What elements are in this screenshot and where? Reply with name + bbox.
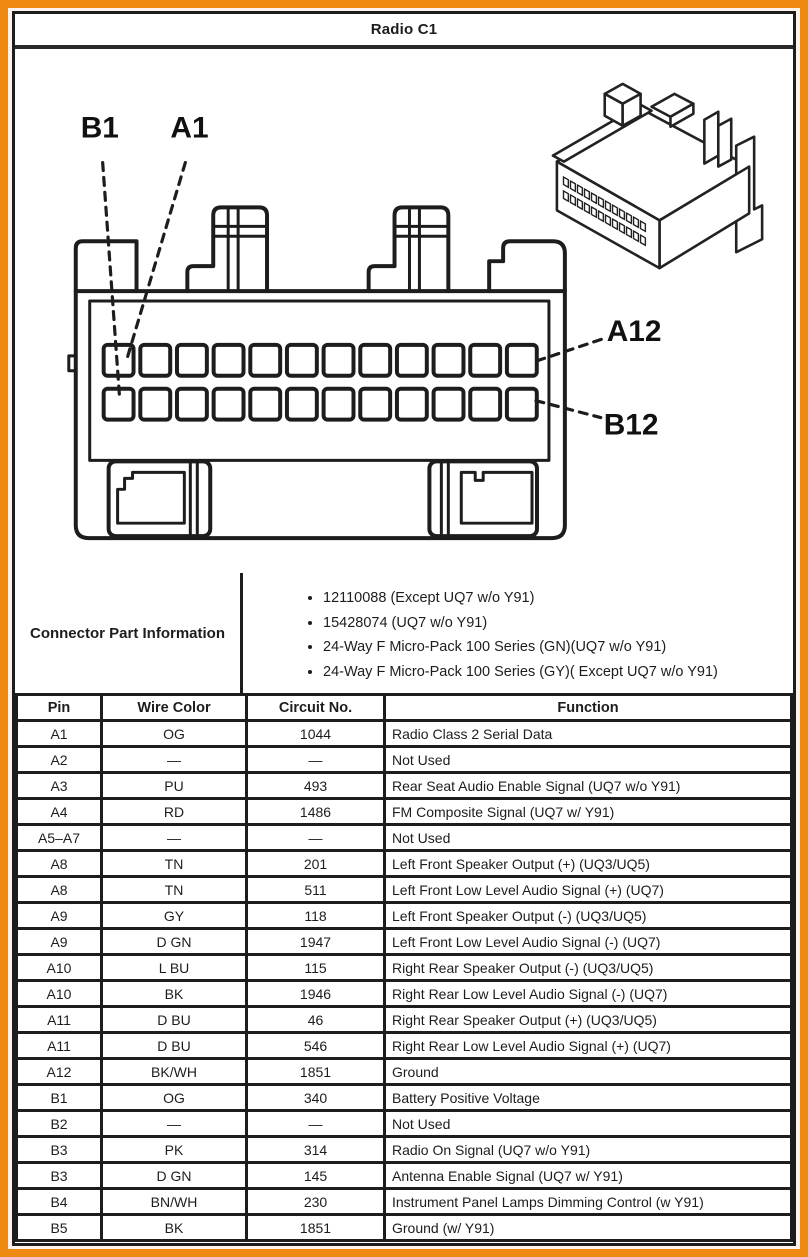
table-row bbox=[17, 1111, 792, 1137]
function-cell: Left Front Low Level Audio Signal (+) (UQ7) bbox=[385, 877, 792, 903]
wire-color-cell: PU bbox=[102, 773, 247, 799]
wire-color-cell: — bbox=[102, 1111, 247, 1137]
terminal-cavity bbox=[287, 389, 317, 420]
table-row bbox=[17, 773, 792, 799]
circuit-no-cell: 1851 bbox=[247, 1059, 385, 1085]
circuit-no-cell: 1486 bbox=[247, 799, 385, 825]
function-cell: Not Used bbox=[385, 1111, 792, 1137]
function-cell: FM Composite Signal (UQ7 w/ Y91) bbox=[385, 799, 792, 825]
function-cell: Right Rear Speaker Output (+) (UQ3/UQ5) bbox=[385, 1007, 792, 1033]
wire-color-cell: OG bbox=[102, 721, 247, 747]
pin-cell: A10 bbox=[17, 981, 102, 1007]
terminal-cavity bbox=[140, 345, 170, 376]
part-info-item: • 12110088 (Except UQ7 w/o Y91) bbox=[323, 589, 785, 609]
pin-cell: A8 bbox=[17, 851, 102, 877]
wire-color-cell: BK bbox=[102, 981, 247, 1007]
circuit-no-cell: 546 bbox=[247, 1033, 385, 1059]
connector-left-shoulder bbox=[76, 241, 137, 291]
table-row bbox=[17, 825, 792, 851]
pin-table-body bbox=[17, 721, 792, 1241]
function-cell: Right Rear Low Level Audio Signal (+) (UQ7) bbox=[385, 1033, 792, 1059]
pin-cell: B4 bbox=[17, 1189, 102, 1215]
wire-color-cell: L BU bbox=[102, 955, 247, 981]
circuit-no-cell: 493 bbox=[247, 773, 385, 799]
part-info-list bbox=[243, 573, 793, 682]
table-row bbox=[17, 747, 792, 773]
connector-right-tab bbox=[489, 241, 565, 291]
pinout-header-row bbox=[17, 695, 792, 721]
label-a1: A1 bbox=[170, 111, 209, 145]
function-cell: Left Front Speaker Output (-) (UQ3/UQ5) bbox=[385, 903, 792, 929]
pin-cell: B1 bbox=[17, 1085, 102, 1111]
terminal-cavity bbox=[214, 345, 244, 376]
pin-cell: A10 bbox=[17, 955, 102, 981]
function-cell: Right Rear Speaker Output (-) (UQ3/UQ5) bbox=[385, 955, 792, 981]
wire-color-cell: TN bbox=[102, 851, 247, 877]
table-row bbox=[17, 929, 792, 955]
latch-tower-1-detail bbox=[213, 209, 267, 289]
wire-color-cell: OG bbox=[102, 1085, 247, 1111]
table-row bbox=[17, 1163, 792, 1189]
circuit-no-cell: 201 bbox=[247, 851, 385, 877]
pin-cell: A2 bbox=[17, 747, 102, 773]
table-row bbox=[17, 1189, 792, 1215]
circuit-no-cell: 1044 bbox=[247, 721, 385, 747]
function-cell: Not Used bbox=[385, 747, 792, 773]
terminal-cavity bbox=[177, 345, 207, 376]
pinout-table bbox=[15, 693, 793, 1242]
circuit-no-cell: — bbox=[247, 1111, 385, 1137]
table-row bbox=[17, 1137, 792, 1163]
terminal-cavity bbox=[324, 345, 354, 376]
circuit-no-cell: 115 bbox=[247, 955, 385, 981]
pin-cell: B2 bbox=[17, 1111, 102, 1137]
terminal-cavity bbox=[324, 389, 354, 420]
connector-sheet bbox=[12, 11, 796, 1246]
wire-color-cell: PK bbox=[102, 1137, 247, 1163]
connector-part-info bbox=[15, 573, 793, 693]
terminal-cavity bbox=[214, 389, 244, 420]
circuit-no-cell: 46 bbox=[247, 1007, 385, 1033]
table-row bbox=[17, 1085, 792, 1111]
function-cell: Antenna Enable Signal (UQ7 w/ Y91) bbox=[385, 1163, 792, 1189]
terminal-cavity bbox=[507, 345, 537, 376]
table-row bbox=[17, 903, 792, 929]
terminal-cavity bbox=[360, 389, 390, 420]
connector-diagram-svg bbox=[15, 49, 793, 573]
iso-right-tab-2 bbox=[718, 119, 731, 167]
col-header-wire: Wire Color bbox=[102, 695, 247, 721]
pin-cell: A1 bbox=[17, 721, 102, 747]
circuit-no-cell: 1946 bbox=[247, 981, 385, 1007]
function-cell: Radio Class 2 Serial Data bbox=[385, 721, 792, 747]
terminal-cavity bbox=[250, 389, 280, 420]
table-row bbox=[17, 981, 792, 1007]
table-row bbox=[17, 1007, 792, 1033]
pin-cell: B3 bbox=[17, 1137, 102, 1163]
table-row bbox=[17, 851, 792, 877]
label-b1: B1 bbox=[80, 111, 119, 145]
circuit-no-cell: 145 bbox=[247, 1163, 385, 1189]
part-info-item: • 15428074 (UQ7 w/o Y91) bbox=[323, 614, 785, 634]
wire-color-cell: BK bbox=[102, 1215, 247, 1241]
table-row bbox=[17, 1033, 792, 1059]
function-cell: Left Front Low Level Audio Signal (-) (UQ7) bbox=[385, 929, 792, 955]
table-row bbox=[17, 955, 792, 981]
table-row bbox=[17, 877, 792, 903]
terminal-cavity bbox=[397, 389, 427, 420]
col-header-circuit: Circuit No. bbox=[247, 695, 385, 721]
wire-color-cell: — bbox=[102, 747, 247, 773]
wire-color-cell: RD bbox=[102, 799, 247, 825]
pin-cell: A5–A7 bbox=[17, 825, 102, 851]
wire-color-cell: D GN bbox=[102, 929, 247, 955]
pin-cell: A4 bbox=[17, 799, 102, 825]
terminal-cavity bbox=[250, 345, 280, 376]
circuit-no-cell: 511 bbox=[247, 877, 385, 903]
circuit-no-cell: — bbox=[247, 747, 385, 773]
wire-color-cell: D GN bbox=[102, 1163, 247, 1189]
function-cell: Ground bbox=[385, 1059, 792, 1085]
pin-cell: A8 bbox=[17, 877, 102, 903]
wire-color-cell: BK/WH bbox=[102, 1059, 247, 1085]
connector-diagram bbox=[15, 49, 793, 573]
connector-3d-view bbox=[553, 84, 762, 268]
wire-color-cell: — bbox=[102, 825, 247, 851]
table-row bbox=[17, 1059, 792, 1085]
table-row bbox=[17, 799, 792, 825]
function-cell: Right Rear Low Level Audio Signal (-) (UQ7) bbox=[385, 981, 792, 1007]
page-title: Radio C1 bbox=[15, 14, 793, 49]
function-cell: Left Front Speaker Output (+) (UQ3/UQ5) bbox=[385, 851, 792, 877]
terminal-cavity bbox=[360, 345, 390, 376]
part-info-label: Connector Part Information bbox=[15, 573, 243, 693]
terminal-cavity bbox=[177, 389, 207, 420]
part-info-item: • 24-Way F Micro-Pack 100 Series (GY)( Except UQ7 w/o Y91) bbox=[323, 663, 785, 683]
circuit-no-cell: 314 bbox=[247, 1137, 385, 1163]
circuit-no-cell: 1851 bbox=[247, 1215, 385, 1241]
pin-cell: B5 bbox=[17, 1215, 102, 1241]
part-info-bullets bbox=[243, 573, 793, 693]
pin-cell: A11 bbox=[17, 1033, 102, 1059]
table-row bbox=[17, 1215, 792, 1241]
pin-cell: A9 bbox=[17, 903, 102, 929]
function-cell: Instrument Panel Lamps Dimming Control (w Y91) bbox=[385, 1189, 792, 1215]
terminal-cavity bbox=[434, 389, 464, 420]
col-header-pin: Pin bbox=[17, 695, 102, 721]
terminal-cavity bbox=[507, 389, 537, 420]
wire-color-cell: TN bbox=[102, 877, 247, 903]
pin-cell: A9 bbox=[17, 929, 102, 955]
terminal-cavity bbox=[470, 345, 500, 376]
table-row bbox=[17, 721, 792, 747]
wire-color-cell: D BU bbox=[102, 1007, 247, 1033]
col-header-function: Function bbox=[385, 695, 792, 721]
pin-cell: A3 bbox=[17, 773, 102, 799]
iso-right-tab-1 bbox=[704, 112, 718, 164]
terminal-cavity bbox=[434, 345, 464, 376]
circuit-no-cell: 1947 bbox=[247, 929, 385, 955]
wire-color-cell: D BU bbox=[102, 1033, 247, 1059]
function-cell: Rear Seat Audio Enable Signal (UQ7 w/o Y91) bbox=[385, 773, 792, 799]
terminal-cavity bbox=[397, 345, 427, 376]
terminal-cavity bbox=[287, 345, 317, 376]
terminal-cavity bbox=[140, 389, 170, 420]
label-b12: B12 bbox=[603, 408, 659, 442]
latch-tower-2-detail bbox=[395, 209, 449, 289]
function-cell: Not Used bbox=[385, 825, 792, 851]
wire-color-cell: BN/WH bbox=[102, 1189, 247, 1215]
function-cell: Battery Positive Voltage bbox=[385, 1085, 792, 1111]
function-cell: Radio On Signal (UQ7 w/o Y91) bbox=[385, 1137, 792, 1163]
circuit-no-cell: 340 bbox=[247, 1085, 385, 1111]
label-a12: A12 bbox=[606, 314, 662, 348]
circuit-no-cell: 118 bbox=[247, 903, 385, 929]
pin-cell: B3 bbox=[17, 1163, 102, 1189]
terminal-cavity bbox=[470, 389, 500, 420]
pin-cell: A11 bbox=[17, 1007, 102, 1033]
connector-front-view bbox=[69, 207, 565, 538]
part-info-item: • 24-Way F Micro-Pack 100 Series (GN)(UQ7 w/o Y91) bbox=[323, 638, 785, 658]
circuit-no-cell: 230 bbox=[247, 1189, 385, 1215]
circuit-no-cell: — bbox=[247, 825, 385, 851]
wire-color-cell: GY bbox=[102, 903, 247, 929]
pin-cell: A12 bbox=[17, 1059, 102, 1085]
function-cell: Ground (w/ Y91) bbox=[385, 1215, 792, 1241]
